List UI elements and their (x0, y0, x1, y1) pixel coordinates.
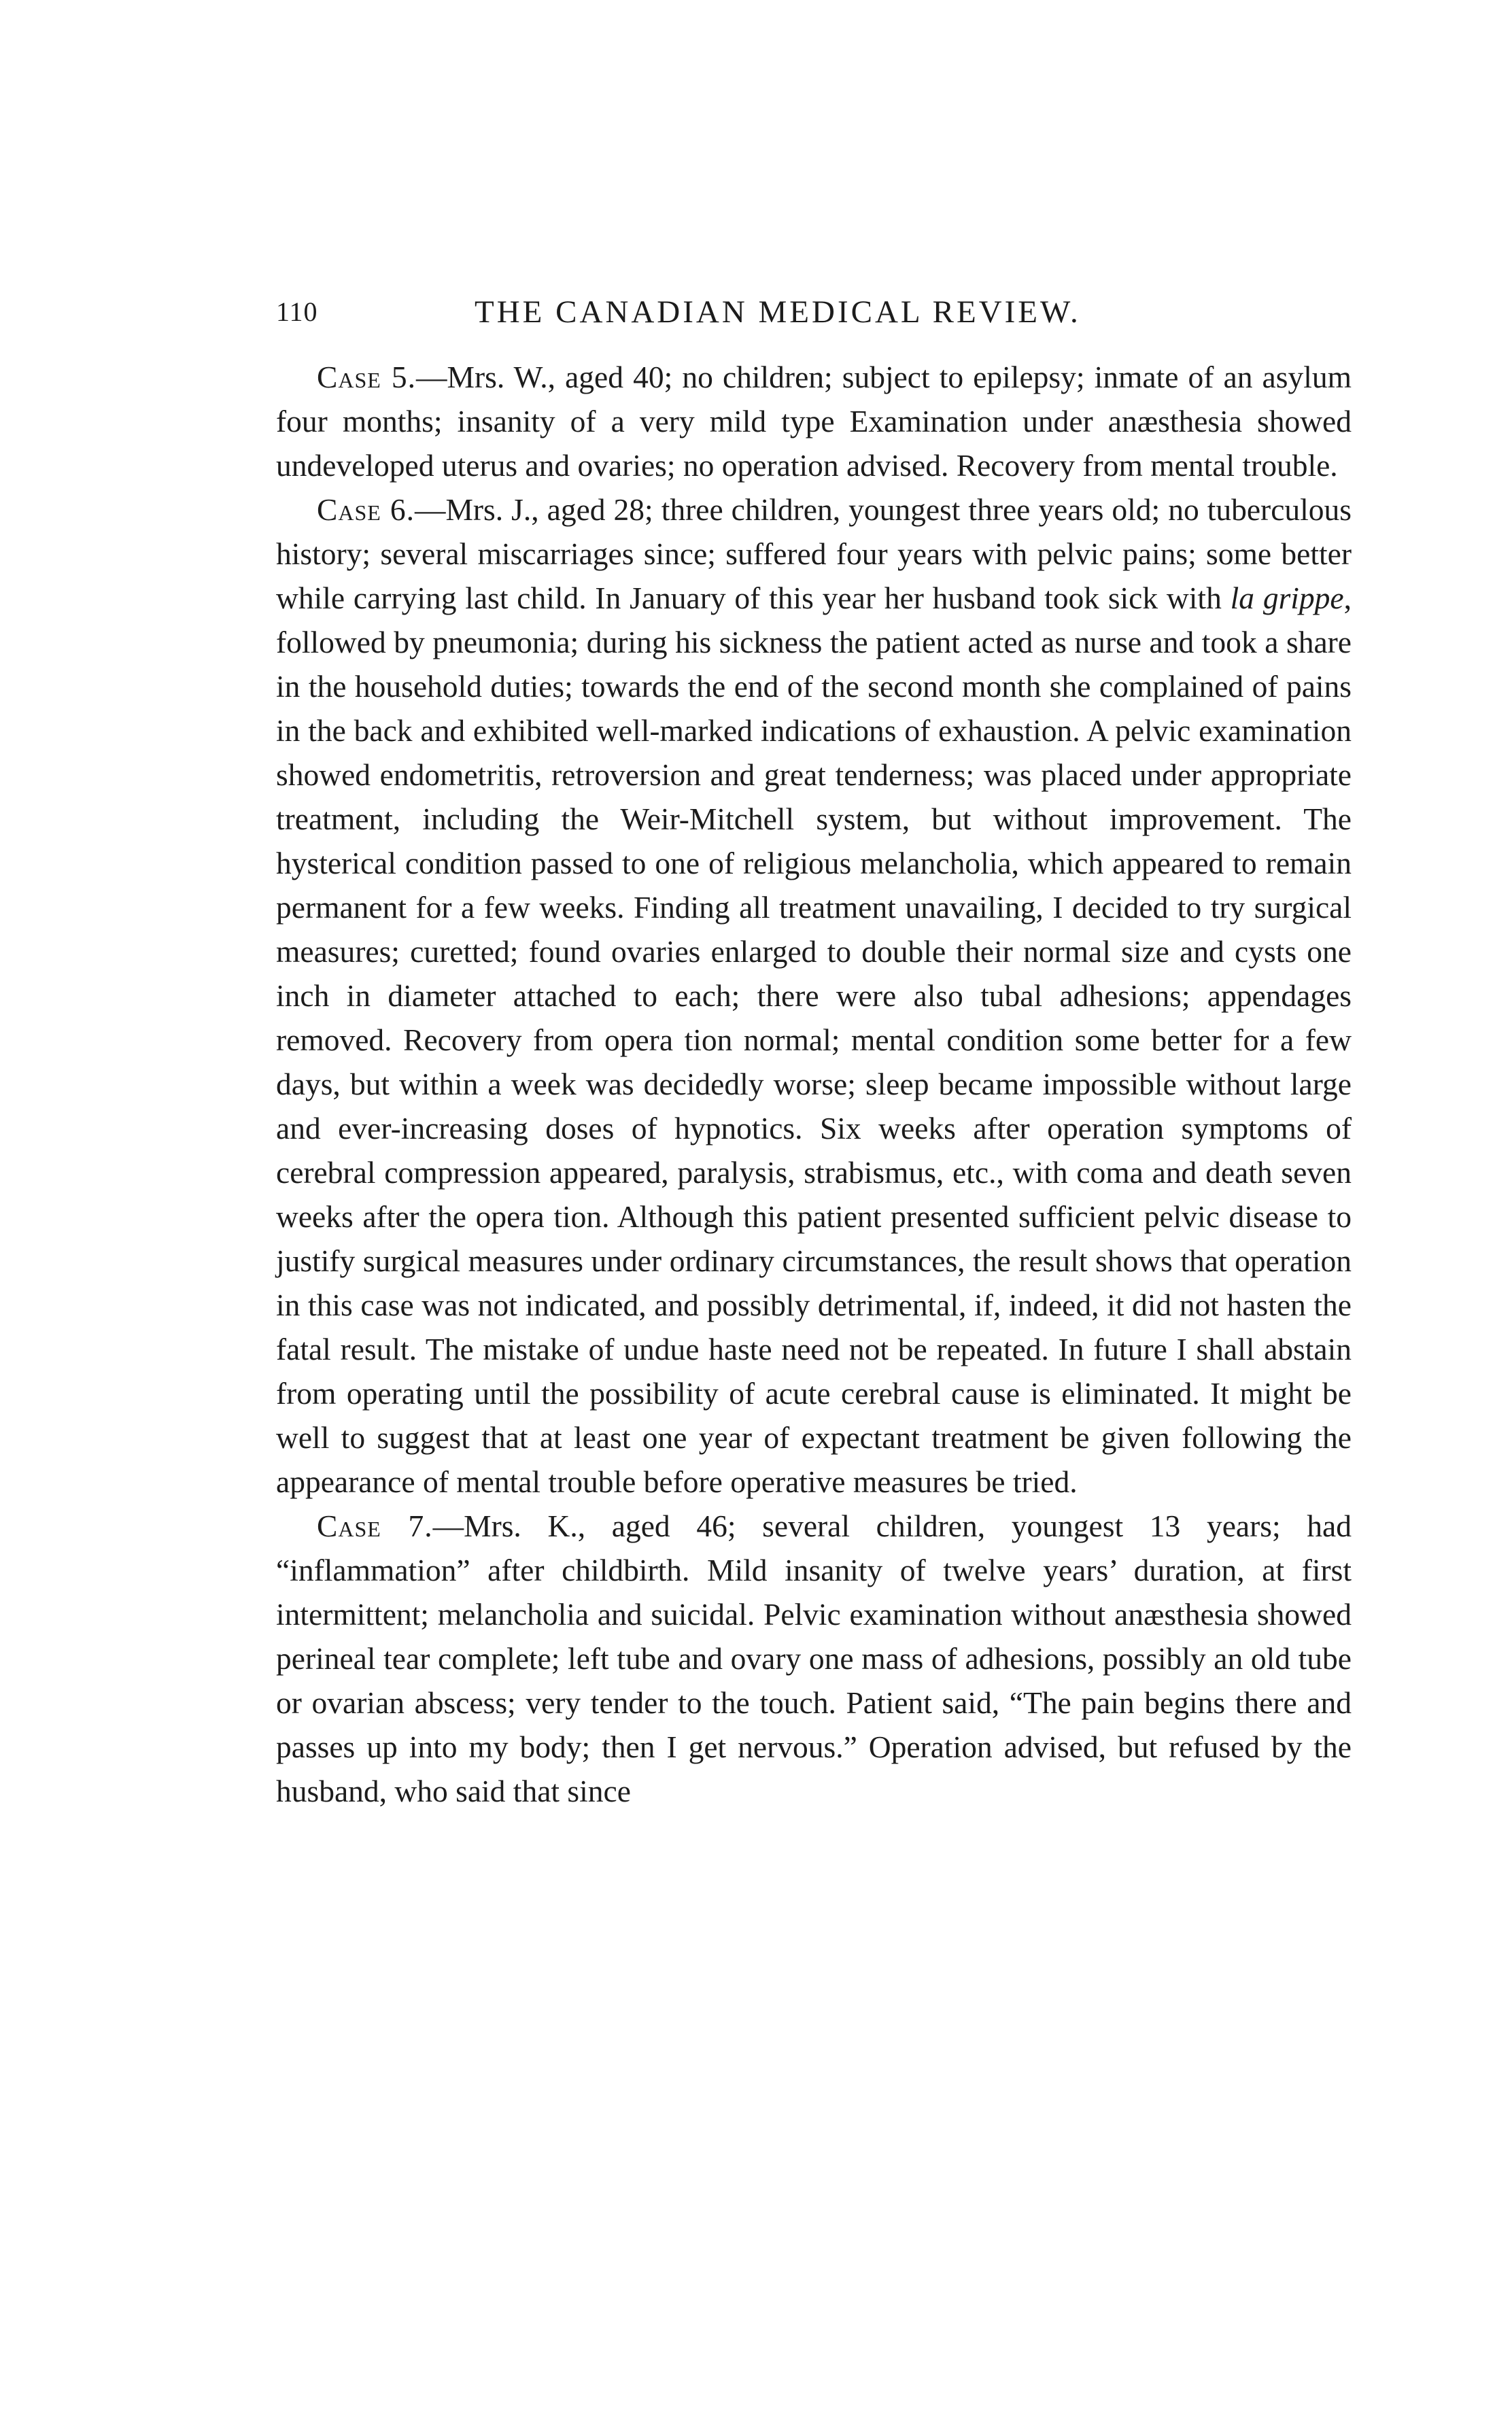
page-header (276, 288, 1160, 336)
running-title: THE CANADIAN MEDICAL REVIEW. (475, 294, 1081, 330)
paragraph-text: —Mrs. W., aged 40; no children; subject to epilepsy; inmate of an asylum four months; insanity of a very mild type Examination under anæsthesia showed undeveloped uterus and ovaries; no operation advised. Recovery from mental trouble. (276, 360, 1352, 483)
case-label: Case 6. (317, 492, 415, 527)
paragraph-case-6 (276, 487, 1352, 1504)
paragraph-case-7 (276, 1504, 1352, 1813)
paragraph-text: —Mrs. J., aged 28; three children, youngest three years old; no tuberculous history; several miscarriages since; suffered four years with pelvic pains; some better while carrying last child. In January of this year her husband took sick with (276, 492, 1352, 615)
page-number: 110 (276, 296, 318, 327)
paragraph-case-5 (276, 355, 1352, 487)
body-text (276, 355, 1352, 1813)
paragraph-text-continued: , followed by pneumonia; during his sickness the patient acted as nurse and took a share in the household duties; towards the end of the second month she complained of pains in the back and exhibited well-marked indications of exhaustion. A pelvic examination showed endometritis, retroversion and great tenderness; was placed under appropriate treatment, including the Weir-Mitchell system, but without improvement. The hysterical condition passed to one of religious melancholia, which appeared to remain permanent for a few weeks. Finding all treatment unavailing, I decided to try surgical measures; curetted; found ovaries enlarged to double their normal size and cysts one inch in diameter attached to each; there were also tubal adhesions; appendages removed. Recovery from opera tion normal; mental condition some better for a few days, but within a week was decidedly worse; sleep became impossible without large and ever-increasing doses of hypnotics. Six weeks after operation symptoms of cerebral compression appeared, paralysis, strabismus, etc., with coma and death seven weeks after the opera tion. Although this patient presented sufficient pelvic disease to justify surgical measures under ordinary circumstances, the result shows that operation in this case was not indicated, and possibly detrimental, if, indeed, it did not hasten the fatal result. The mistake of undue haste need not be repeated. In future I shall abstain from operating until the possibility of acute cerebral cause is eliminated. It might be well to suggest that at least one year of expectant treatment be given following the appearance of mental trouble before operative measures be tried. (276, 581, 1352, 1499)
case-label: Case 5. (317, 360, 417, 394)
italic-term: la grippe (1230, 581, 1344, 615)
paragraph-text: —Mrs. K., aged 46; several children, youngest 13 years; had “inflammation” after childbirth. Mild insanity of twelve years’ duration, at first intermittent; melancholia and suicidal. Pelvic examination without anæsthesia showed perineal tear complete; left tube and ovary one mass of adhesions, possibly an old tube or ovarian abscess; very tender to the touch. Patient said, “The pain begins there and passes up into my body; then I get nervous.” Operation advised, but refused by the husband, who said that since (276, 1509, 1352, 1808)
case-label: Case 7. (317, 1509, 433, 1543)
